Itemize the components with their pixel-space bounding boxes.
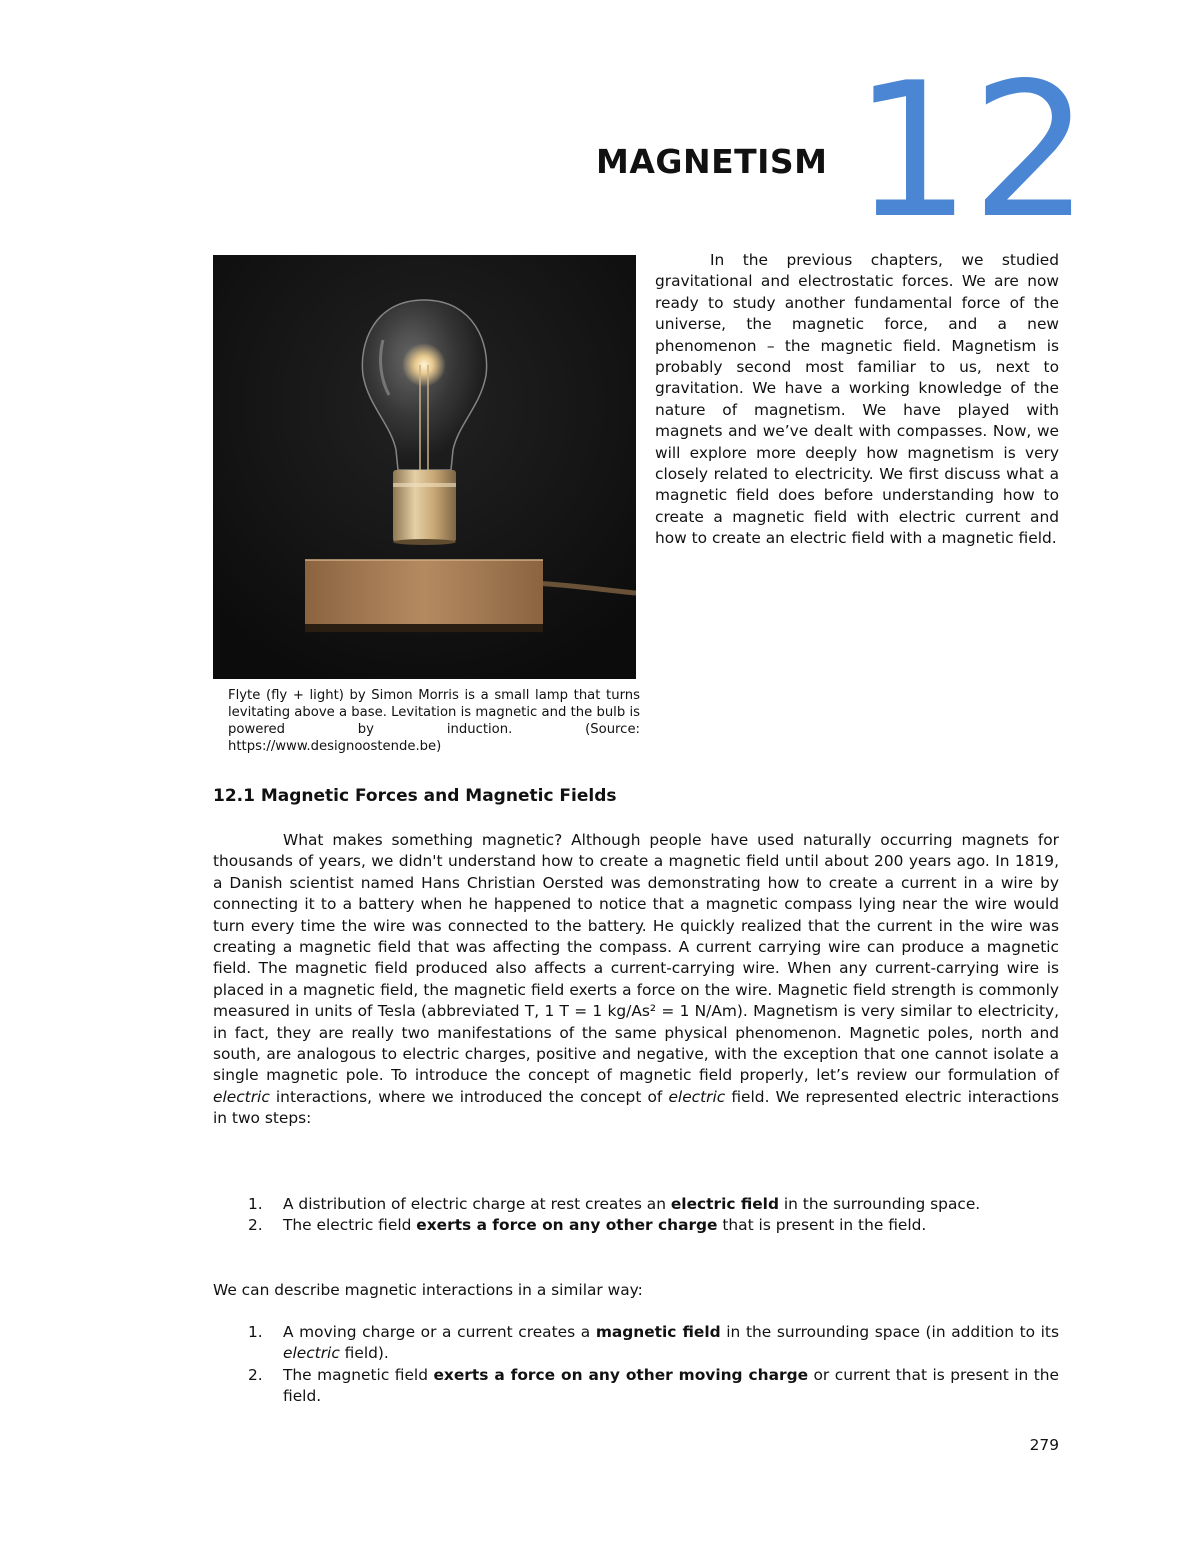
chapter-number: 12 xyxy=(853,42,1090,259)
list-bold-text: exerts a force on any other moving charge xyxy=(433,1365,809,1384)
section-heading: 12.1 Magnetic Forces and Magnetic Fields xyxy=(213,786,617,806)
list-number: 2. xyxy=(248,1216,263,1235)
list-text: A moving charge or a current creates a xyxy=(283,1323,596,1341)
body-paragraph xyxy=(213,830,1059,1130)
list-text: The electric field xyxy=(283,1216,417,1235)
list-intro: We can describe magnetic interactions in a similar way: xyxy=(213,1281,643,1299)
list-bold-text: exerts a force on any other charge xyxy=(416,1216,718,1235)
list-bold-text: magnetic field xyxy=(595,1323,721,1341)
levitating-lamp-photo xyxy=(213,255,636,679)
list-item xyxy=(213,1194,1059,1215)
figure-caption: Flyte (fly + light) by Simon Morris is a small lamp that turns levitating above a base. Levitation is magnetic and the bulb is powered by induction. (Source: https://www.designoostende.be) xyxy=(228,688,640,754)
list-text: in the surrounding space. xyxy=(778,1195,981,1213)
paragraph-text: What makes something magnetic? Although people have used naturally occurring magnets for thousands of years, we didn't understand how to create a magnetic field until about 200 years ago. In 1819, a Danish scientist named Hans Christian Oersted was demonstrating how to create a current in a wire by connecting it to a battery when he happened to notice that a magnetic compass lying near the wire would turn every time the wire was connected to the battery. He quickly realized that the current in the wire was creating a magnetic field that was affecting the compass. A current carrying wire can produce a magnetic field. The magnetic field produced also affects a current-carrying wire. When any current-carrying wire is placed in a magnetic field, the magnetic field exerts a force on the wire. Magnetic field strength is commonly measured in units of Tesla (abbreviated T, 1 T = 1 kg/As² = 1 N/Am). Magnetism is very similar to electricity, in fact, they are really two manifestations of the same physical phenomenon. Magnetic poles, north and south, are analogous to electric charges, positive and negative, with the exception that one cannot isolate a single magnetic pole. To introduce the concept of magnetic field properly, let’s review our formulation of xyxy=(213,831,1059,1085)
emphasis-electric-2: electric xyxy=(668,1087,726,1106)
chapter-title: MAGNETISM xyxy=(596,142,828,181)
list-item xyxy=(213,1365,1059,1408)
list-number: 2. xyxy=(248,1365,263,1384)
list-bold-text: electric field xyxy=(670,1195,779,1213)
emphasis-electric-3: electric xyxy=(283,1344,340,1363)
intro-paragraph: In the previous chapters, we studied gravitational and electrostatic forces. We are now ready to study another fundamental force of the universe, the magnetic force, and a new phenomenon – the magnetic field. Magnetism is probably second most familiar to us, next to gravitation. We have a working knowledge of the nature of magnetism. We have played with magnets and we’ve dealt with compasses. Now, we will explore more deeply how magnetism is very closely related to electricity. We first discuss what a magnetic field does before understanding how to create a magnetic field with electric current and how to create an electric field with a magnetic field. xyxy=(655,251,1059,548)
electric-interaction-list xyxy=(213,1194,1059,1237)
paragraph-text-mid: interactions, where we introduced the concept of xyxy=(269,1087,669,1106)
list-text: that is present in the field. xyxy=(717,1216,927,1235)
list-text: A distribution of electric charge at rest creates an xyxy=(283,1195,671,1213)
paragraph-text-end: field. We represented electric interactions in two steps: xyxy=(213,1087,1060,1128)
list-text: or current that is present in the field. xyxy=(283,1365,1059,1406)
magnetic-interaction-list xyxy=(213,1322,1059,1408)
list-text: The magnetic field xyxy=(283,1365,434,1384)
list-text: field). xyxy=(339,1344,389,1363)
list-item xyxy=(213,1215,1059,1236)
emphasis-electric-1: electric xyxy=(213,1087,270,1106)
list-number: 1. xyxy=(248,1195,263,1213)
page-number: 279 xyxy=(1029,1436,1059,1454)
list-number: 1. xyxy=(248,1323,263,1341)
list-text: in the surrounding space (in addition to its xyxy=(720,1323,1059,1341)
list-item xyxy=(213,1322,1059,1365)
